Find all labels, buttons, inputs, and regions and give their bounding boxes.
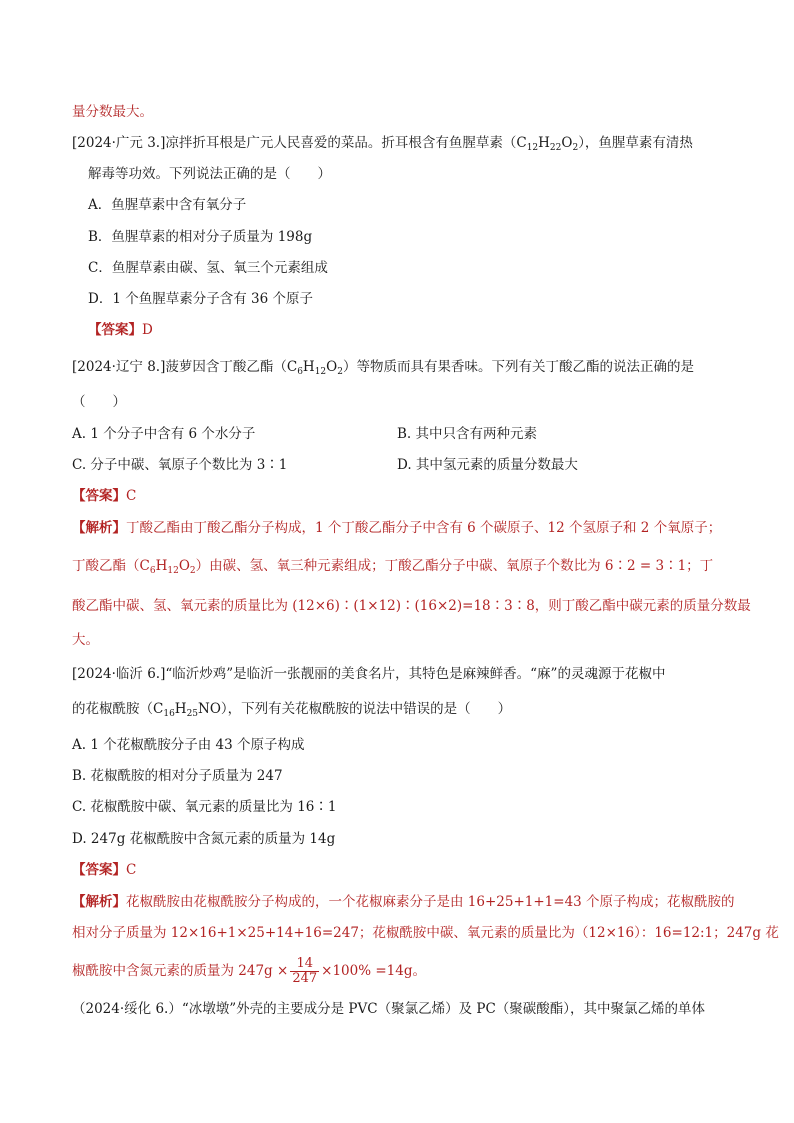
question-3-analysis-line3: 椒酰胺中含氮元素的质量为 247g × $\frac{14}{247}$ ×100% =14g。 xyxy=(72,956,426,986)
question-2-analysis-line1: 【解析】丁酸乙酯由丁酸乙酯分子构成，1 个丁酸乙酯分子中含有 6 个碳原子、12 个氢原子和 2 个氧原子； xyxy=(72,520,722,536)
fraction: $\frac{14}{247}$ xyxy=(292,956,318,986)
question-3-answer: 【答案】C xyxy=(72,862,137,878)
question-1-option-d: D．1 个鱼腥草素分子含有 36 个原子 xyxy=(88,291,313,307)
question-2-analysis-line2: 丁酸乙酯$(C_6H_{12}O_2)$由碳、氢、氧三种元素组成；丁酸乙酯分子中碳、氧原子个数比为 6∶2 = 3∶1；丁 xyxy=(72,558,714,576)
question-1-option-c: C．鱼腥草素由碳、氢、氧三个元素组成 xyxy=(88,260,328,276)
question-2-option-d: D. 其中氢元素的质量分数最大 xyxy=(397,457,578,473)
question-1-answer: 【答案】D xyxy=(88,322,153,338)
question-2-stem: [2024·辽宁 8.]菠萝因含丁酸乙酯$(C_6H_{12}O_2)$等物质而具有果香味。下列有关丁酸乙酯的说法正确的是 xyxy=(72,359,694,377)
continued-text: 量分数最大。 xyxy=(72,104,153,120)
question-4-stem: （2024·绥化 6.）“冰墩墩”外壳的主要成分是 PVC（聚氯乙烯）及 PC（聚碳酸酯），其中聚氯乙烯的单体 xyxy=(72,1001,706,1017)
question-3-option-b: B. 花椒酰胺的相对分子质量为 247 xyxy=(72,768,283,784)
question-2-answer: 【答案】C xyxy=(72,488,137,504)
question-1-option-b: B．鱼腥草素的相对分子质量为 198g xyxy=(88,229,313,245)
question-3-stem-line2: 的花椒酰胺$(C_{16}H_{25}NO)$，下列有关花椒酰胺的说法中错误的是（ ） xyxy=(72,701,512,719)
question-2-option-a: A. 1 个分子中含有 6 个水分子 xyxy=(72,426,256,442)
question-2-stem-line2: （ ） xyxy=(72,394,126,410)
question-3-stem: [2024·临沂 6.]“临沂炒鸡”是临沂一张靓丽的美食名片，其特色是麻辣鲜香。“麻”的灵魂源于花椒中 xyxy=(72,666,666,682)
question-3-analysis-line2: 相对分子质量为 12×16+1×25+14+16=247；花椒酰胺中碳、氧元素的质量比为（12×16）：16=12:1；247g 花 xyxy=(72,925,779,941)
question-2-analysis-line4: 大。 xyxy=(72,632,99,648)
question-2-option-c: C. 分子中碳、氧原子个数比为 3∶1 xyxy=(72,457,288,473)
question-1-stem: [2024·广元 3.]凉拌折耳根是广元人民喜爱的菜品。折耳根含有鱼腥草素$(C_{12}H_{22}O_2)$，鱼腥草素有清热 xyxy=(72,135,693,153)
question-3-option-a: A. 1 个花椒酰胺分子由 43 个原子构成 xyxy=(72,737,305,753)
question-1-option-a: A．鱼腥草素中含有氧分子 xyxy=(88,197,247,213)
question-2-analysis-line3: 酸乙酯中碳、氢、氧元素的质量比为 (12×6)∶(1×12)∶(16×2)=18∶3∶8，则丁酸乙酯中碳元素的质量分数最 xyxy=(72,598,751,614)
question-3-option-d: D. 247g 花椒酰胺中含氮元素的质量为 14g xyxy=(72,831,336,847)
question-3-option-c: C. 花椒酰胺中碳、氧元素的质量比为 16∶1 xyxy=(72,799,337,815)
question-2-option-b: B. 其中只含有两种元素 xyxy=(397,426,538,442)
question-3-analysis-line1: 【解析】花椒酰胺由花椒酰胺分子构成的，一个花椒麻素分子是由 16+25+1+1=43 个原子构成；花椒酰胺的 xyxy=(72,894,735,910)
question-1-stem-line2: 解毒等功效。下列说法正确的是（ ） xyxy=(88,166,331,182)
